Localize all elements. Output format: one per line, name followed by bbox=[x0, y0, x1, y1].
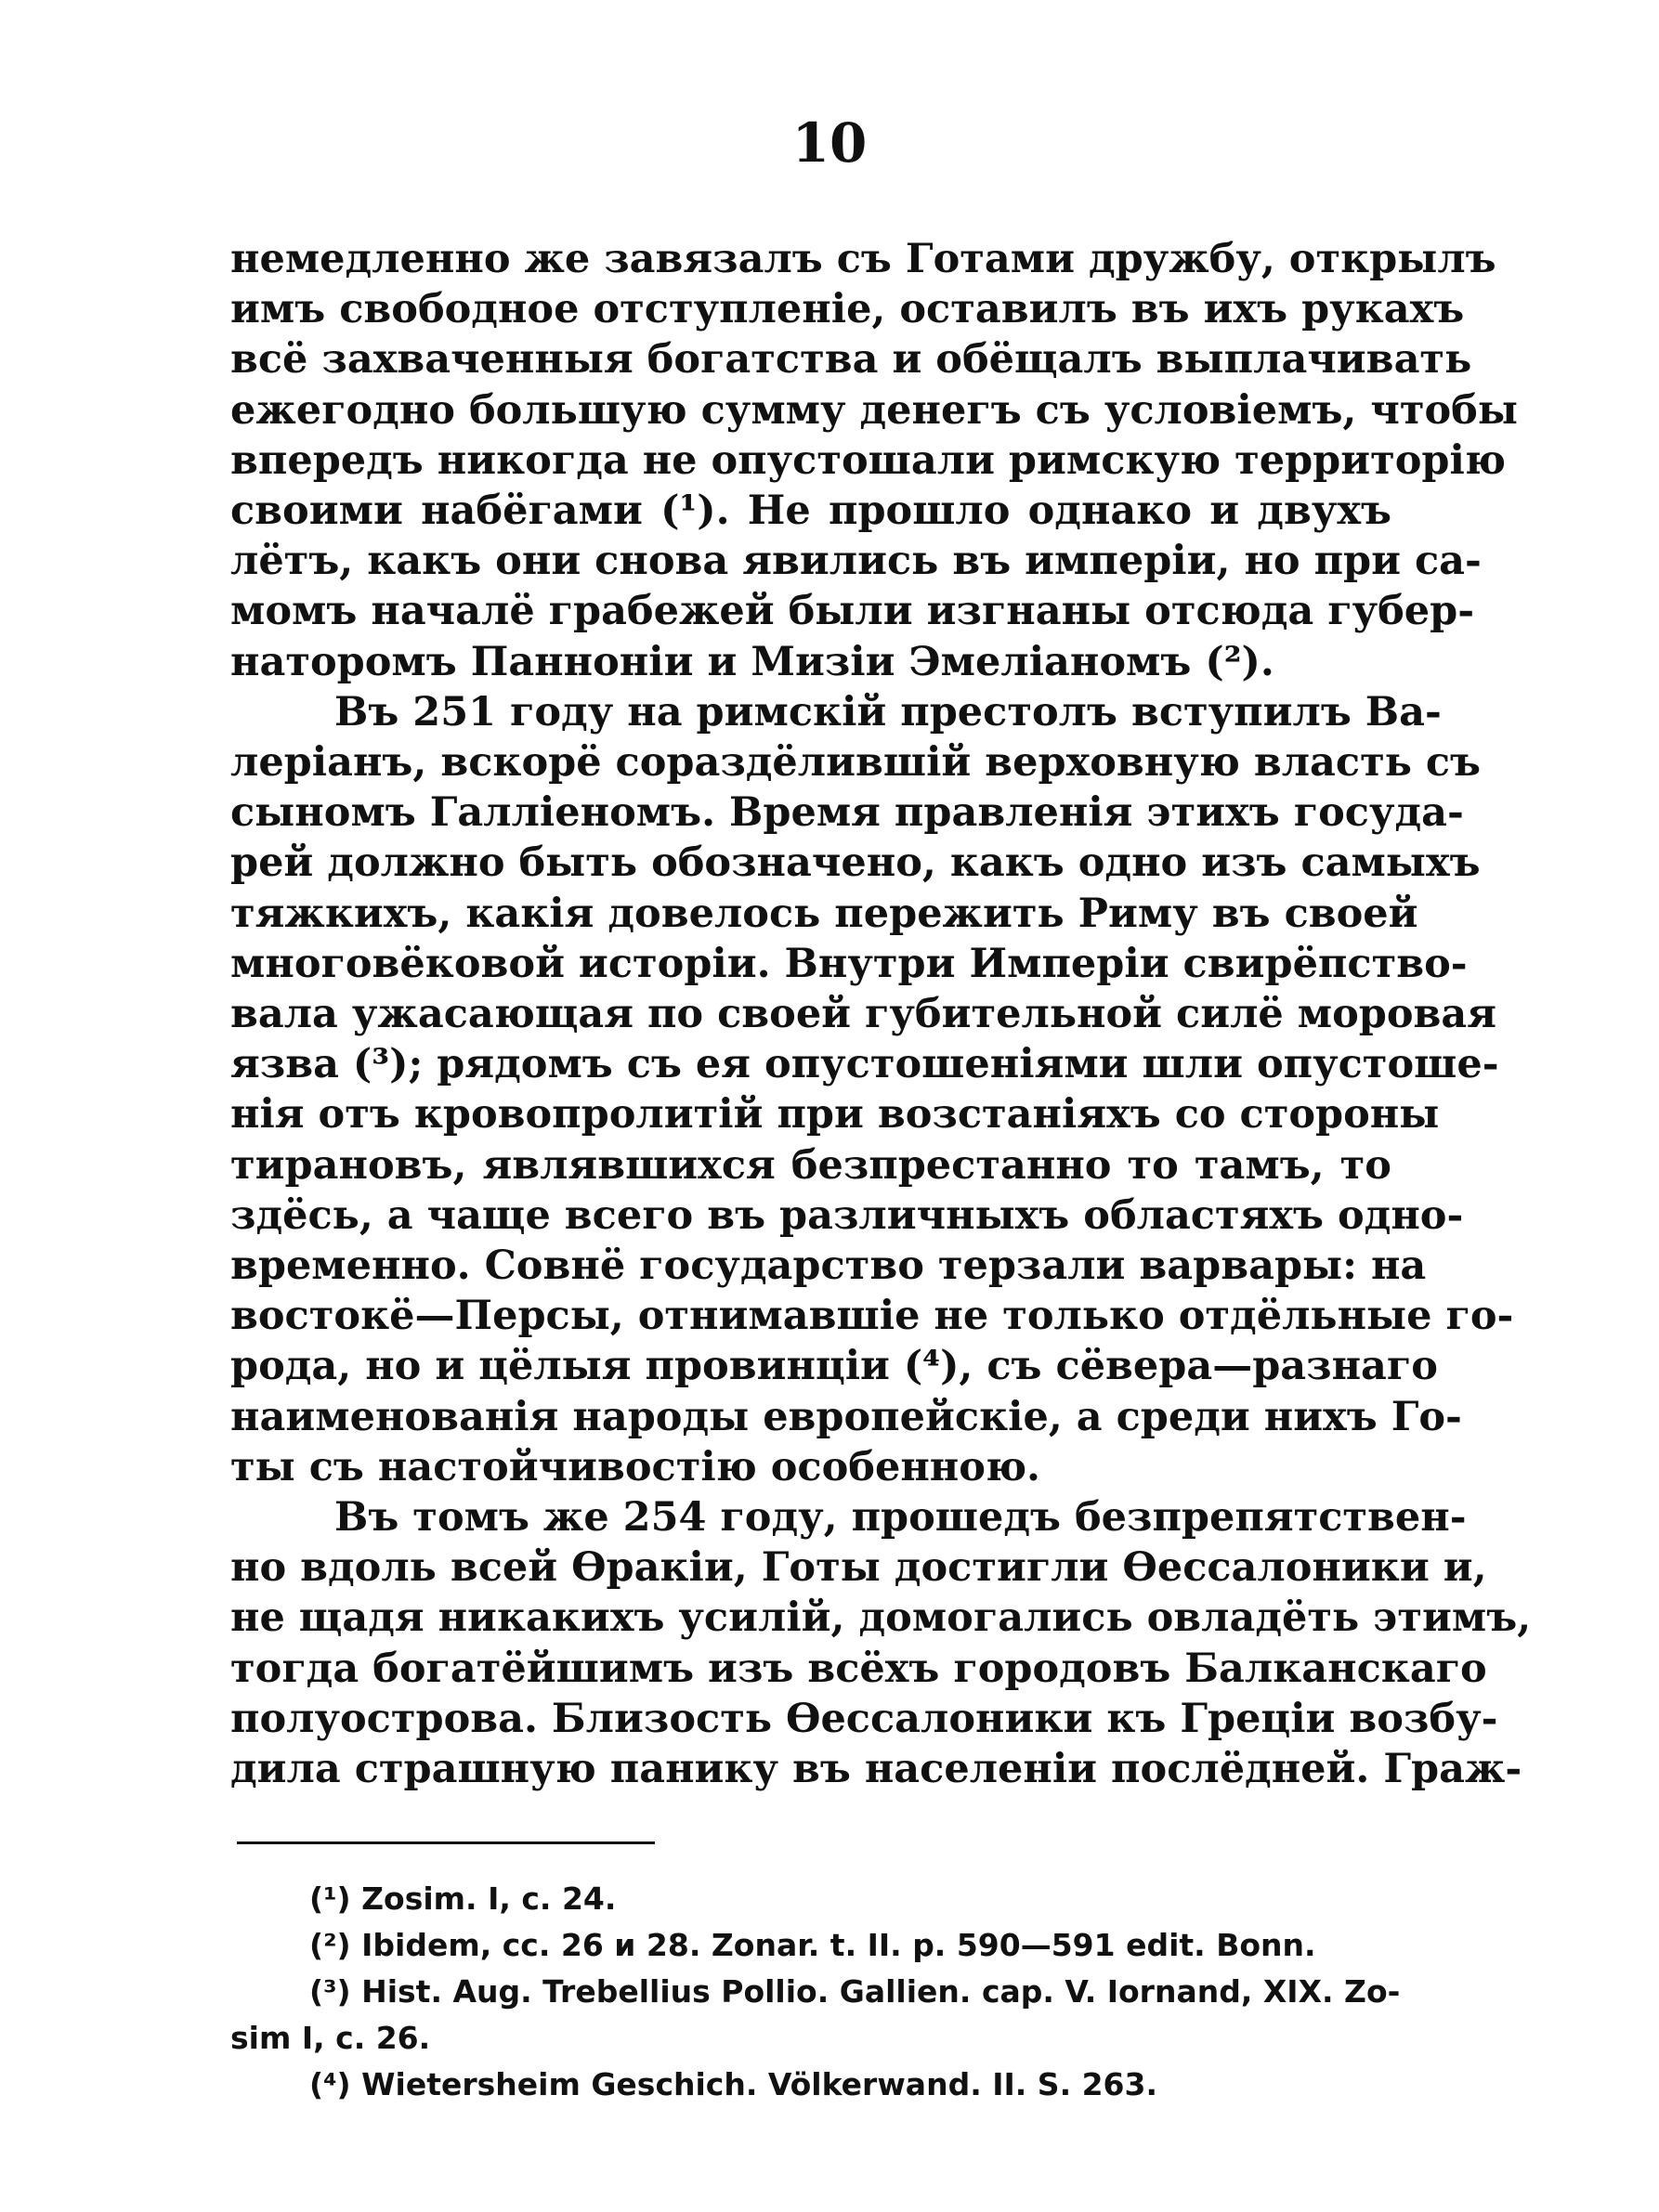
body-line: но вдоль всей Өракіи, Готы достигли Өессалоники и, bbox=[230, 1544, 1487, 1592]
body-line: рода, но и цёлыя провинціи (⁴), съ сёвера—разнаго bbox=[230, 1343, 1438, 1390]
body-line: тяжкихъ, какія довелось пережить Риму въ своей bbox=[230, 890, 1418, 937]
body-line: тогда богатёйшимъ изъ всёхъ городовъ Балканскаго bbox=[230, 1645, 1487, 1692]
body-line: временно. Совнё государство терзали варвары: на bbox=[230, 1243, 1427, 1290]
body-line: сыномъ Галліеномъ. Время правленія этихъ госуда- bbox=[230, 789, 1464, 837]
body-line: Въ томъ же 254 году, прошедъ безпрепятствен- bbox=[334, 1494, 1467, 1542]
page-number: 10 bbox=[791, 111, 868, 175]
body-line: имъ свободное отступленіе, оставилъ въ ихъ рукахъ bbox=[230, 286, 1465, 333]
footnote-line: (³) Hist. Aug. Trebellius Pollio. Gallien. cap. V. Iornand, XIX. Zo- bbox=[309, 1973, 1401, 2010]
body-line: впередъ никогда не опустошали римскую территорію bbox=[230, 436, 1506, 484]
body-line: востокё—Персы, отнимавшіе не только отдёльные го- bbox=[230, 1293, 1514, 1340]
body-line: своими набёгами (¹). Не прошло однако и двухъ bbox=[230, 488, 1391, 535]
body-line: ежегодно большую сумму денегъ съ условіемъ, чтобы bbox=[230, 386, 1518, 434]
body-line: немедленно же завязалъ съ Готами дружбу, открылъ bbox=[230, 236, 1496, 282]
footnote-line: (⁴) Wietersheim Geschich. Völkerwand. II. S. 263. bbox=[309, 2066, 1158, 2102]
footnote-line: (¹) Zosim. I, c. 24. bbox=[309, 1880, 617, 1917]
body-line: ты съ настойчивостію особенною. bbox=[230, 1443, 1041, 1490]
body-line: всё захваченныя богатства и обёщалъ выплачивать bbox=[230, 336, 1472, 384]
body-line: тирановъ, являвшихся безпрестанно то тамъ, то bbox=[230, 1141, 1391, 1189]
body-text bbox=[230, 234, 1532, 1794]
body-line: лётъ, какъ они снова явились въ имперіи, но при са- bbox=[230, 538, 1482, 585]
body-line: дила страшную панику въ населеніи послёдней. Граж- bbox=[230, 1746, 1522, 1793]
footnote-divider bbox=[237, 1841, 655, 1844]
footnotes bbox=[230, 1876, 1401, 2108]
body-line: вала ужасающая по своей губительной силё моровая bbox=[230, 991, 1497, 1038]
body-line: наименованія народы европейскіе, а среди нихъ Го- bbox=[230, 1393, 1462, 1440]
body-line: нія отъ кровопролитій при возстаніяхъ со стороны bbox=[230, 1091, 1440, 1139]
body-line: Въ 251 году на римскій престолъ вступилъ Ва- bbox=[334, 688, 1442, 735]
footnote-line: sim I, c. 26. bbox=[230, 2020, 431, 2056]
body-line: леріанъ, вскорё сораздёлившій верховную власть съ bbox=[230, 739, 1482, 787]
body-line: язва (³); рядомъ съ ея опустошеніями шли опустоше- bbox=[230, 1041, 1499, 1088]
body-line: рей должно быть обозначено, какъ одно изъ самыхъ bbox=[230, 839, 1481, 887]
body-line: полуострова. Близость Өессалоники къ Греціи возбу- bbox=[230, 1695, 1498, 1742]
footnote-line: (²) Ibidem, cc. 26 и 28. Zonar. t. II. p. 590—591 edit. Bonn. bbox=[309, 1927, 1316, 1963]
body-line: многовёковой исторіи. Внутри Имперіи свирёпство- bbox=[230, 940, 1468, 987]
body-line: здёсь, а чаще всего въ различныхъ областяхъ одно- bbox=[230, 1191, 1464, 1239]
body-line: не щадя никакихъ усилій, домогались овладёть этимъ, bbox=[230, 1594, 1532, 1642]
body-line: момъ началё грабежей были изгнаны отсюда губер- bbox=[230, 588, 1475, 635]
body-line: наторомъ Панноніи и Мизіи Эмеліаномъ (²). bbox=[230, 638, 1274, 685]
